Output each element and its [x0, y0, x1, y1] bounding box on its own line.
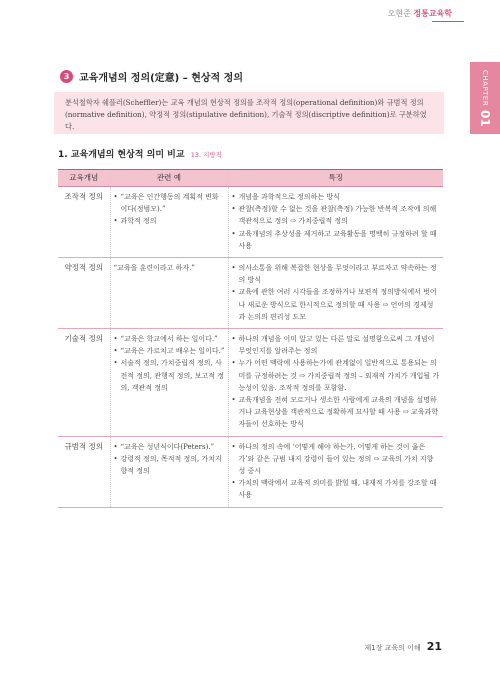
brand-prefix: 오현준 [387, 9, 411, 18]
row-examples: “교육을 훈련이라고 하자.” [110, 258, 228, 329]
section-title: 교육개념의 정의(定意) – 현상적 정의 [79, 73, 243, 84]
example-item: • 서술적 정의, 가치중립적 정의, 사전적 정의, 관행적 정의, 보고적 정의, 객관적 정의 [114, 357, 225, 394]
comparison-table [58, 169, 443, 508]
example-item: • “교육은 학교에서 하는 일이다.” [114, 333, 225, 345]
feature-item: • 누가 어떤 맥락에 사용하는가에 관계없이 일반적으로 통용되는 의미를 규정하려는 것 ⇨ 가치중립적 정의 – 외재적 가치가 개입될 가능성이 있음. 조작적 정의를 포함함. [232, 357, 441, 394]
example-item: • “교육은 인간행동의 계획적 변화이다(정범모).” [114, 191, 225, 215]
intro-box: 분석철학자 쉐플러(Scheffler)는 교육 개념의 현상적 정의를 조작적 정의(operational definition)와 규범적 정의(normative definition), 약정적 정의(stipulative definition), 기술적 정의(discriptive definition)로 구분하였다. [54, 92, 444, 134]
feature-item: • 관찰(측정)할 수 없는 것을 관찰(측정) 가능한 반복적 조작에 의해 객관적으로 정의 ⇨ 가치중립적 정의 [232, 203, 441, 227]
feature-item: • 개념을 과학적으로 정의하는 방식 [232, 191, 441, 203]
table-row [58, 187, 443, 258]
table-header-row [58, 170, 443, 187]
section-number-badge: 3 [60, 70, 73, 83]
row-examples [110, 329, 228, 437]
header-features: 특징 [228, 170, 443, 187]
feature-item: • 가치의 맥락에서 교육적 의미를 밝힐 때, 내재적 가치를 강조할 때 사용 [232, 477, 441, 501]
row-features [228, 258, 443, 329]
brand-rule [432, 21, 464, 22]
feature-item: • 교육개념의 추상성을 제거하고 교육활동을 명백히 규정하려 할 때 사용 [232, 228, 441, 252]
feature-item: • 교육에 관한 여러 시각들을 조정하거나 보편적 정의방식에서 벗어나 새로운 방식으로 한시적으로 정의할 때 사용 ⇨ 언어의 경제성과 논의의 편리성 도모 [232, 286, 441, 323]
table-row [58, 436, 443, 507]
row-features [228, 436, 443, 507]
table-row [58, 329, 443, 437]
feature-item: • 교육개념을 전혀 모르거나 생소한 사람에게 교육의 개념을 설명하거나 교육현상을 객관적으로 정확하게 묘사할 때 사용 ⇨ 교육과학자들이 선호하는 방식 [232, 394, 441, 431]
row-examples [110, 187, 228, 258]
example-item: • 강령적 정의, 목적적 정의, 가치지향적 정의 [114, 453, 225, 477]
row-features [228, 329, 443, 437]
subsection-heading [58, 147, 222, 160]
example-item: • “교육은 성년식이다(Peters).” [114, 441, 225, 453]
section-heading [60, 69, 243, 84]
subsection-title: 1. 교육개념의 현상적 의미 비교 [58, 150, 185, 160]
brand-header [388, 8, 452, 19]
example-item: • 과학적 정의 [114, 215, 225, 227]
header-category: 교육개념 [58, 170, 110, 187]
row-features [228, 187, 443, 258]
feature-item: • 하나의 개념을 이미 알고 있는 다른 말로 설명함으로써 그 개념이 무엇인지를 알려주는 정의 [232, 333, 441, 357]
row-category: 조작적 정의 [58, 187, 110, 258]
chapter-label: CHAPTER [481, 69, 489, 106]
chapter-tab [470, 62, 500, 134]
chapter-number: 01 [478, 109, 492, 127]
page-footer [364, 640, 442, 653]
row-category: 규범적 정의 [58, 436, 110, 507]
row-category: 기술적 정의 [58, 329, 110, 437]
table-row [58, 258, 443, 329]
row-examples [110, 436, 228, 507]
feature-item: • 하나의 정의 속에 ‘어떻게 해야 하는가, 어떻게 하는 것이 옳은가’와 같은 규범 내지 강령이 들어 있는 정의 ⇨ 교육의 가치 지향성 중시 [232, 441, 441, 478]
feature-item: • 의사소통을 위해 복잡한 현상을 무엇이라고 부르자고 약속하는 정의 방식 [232, 262, 441, 286]
brand-accent: 정통교육학 [413, 9, 452, 18]
exam-tag: 13. 지방직 [190, 151, 222, 159]
footer-chapter-label: 제1장 교육의 이해 [364, 644, 421, 652]
row-category: 약정적 정의 [58, 258, 110, 329]
page-number: 21 [426, 640, 442, 653]
example-item: • “교육은 가르치고 배우는 일이다.” [114, 345, 225, 357]
header-examples: 관련 예 [110, 170, 228, 187]
